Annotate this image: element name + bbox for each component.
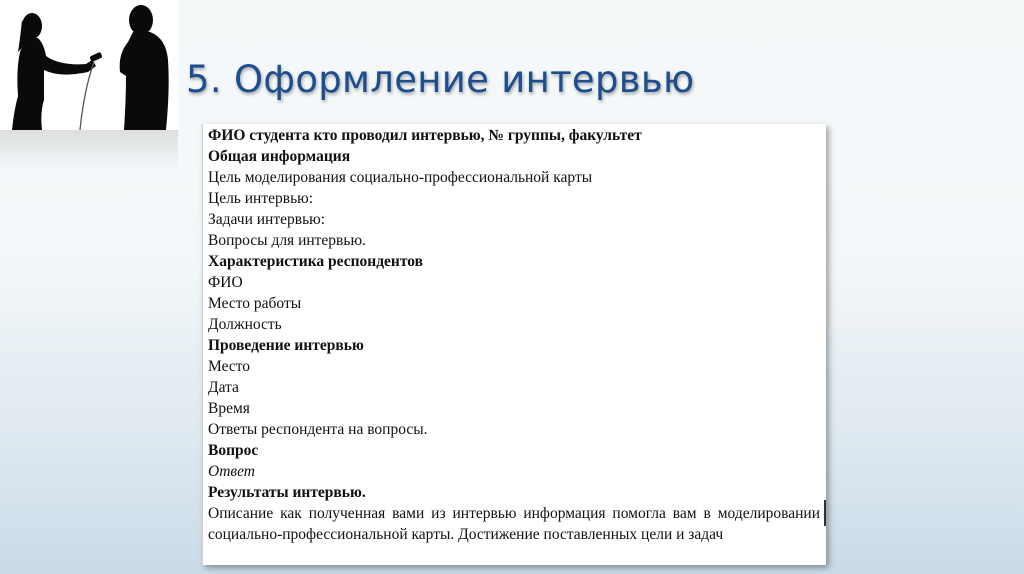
interview-silhouette-icon xyxy=(0,0,178,130)
slide-title: 5. Оформление интервью xyxy=(186,58,695,101)
document-line: Место xyxy=(208,358,251,375)
document-line: ФИО студента кто проводил интервью, № группы, факультет xyxy=(208,127,642,144)
document-line: Характеристика респондентов xyxy=(208,253,424,270)
document-line: Время xyxy=(208,400,250,417)
document-line: Вопросы для интервью. xyxy=(208,232,366,249)
document-screenshot xyxy=(202,124,826,565)
document-line: Вопрос xyxy=(208,442,259,459)
document-line: Место работы xyxy=(208,295,302,312)
photo-reflection xyxy=(0,130,178,170)
document-line: Цель моделирования социально-профессиональной карты xyxy=(208,169,593,186)
document-line: ФИО xyxy=(208,274,243,291)
document-line: Ответ xyxy=(208,463,255,480)
document-line: Ответы респондента на вопросы. xyxy=(208,421,428,438)
document-line: Общая информация xyxy=(208,148,351,165)
document-line: Задачи интервью: xyxy=(208,211,326,228)
document-lines xyxy=(208,125,826,503)
text-cursor-mark xyxy=(824,500,826,526)
document-line: Дата xyxy=(208,379,239,396)
document-line: Цель интервью: xyxy=(208,190,314,207)
closing-paragraph: Описание как полученная вами из интервью информация помогла вам в моделировании социально-профессиональной карты. Достижение поставленных цели и задач xyxy=(208,505,820,543)
document-line: Проведение интервью xyxy=(208,337,364,354)
document-line: Результаты интервью. xyxy=(208,484,366,501)
document-line: Должность xyxy=(208,316,282,333)
